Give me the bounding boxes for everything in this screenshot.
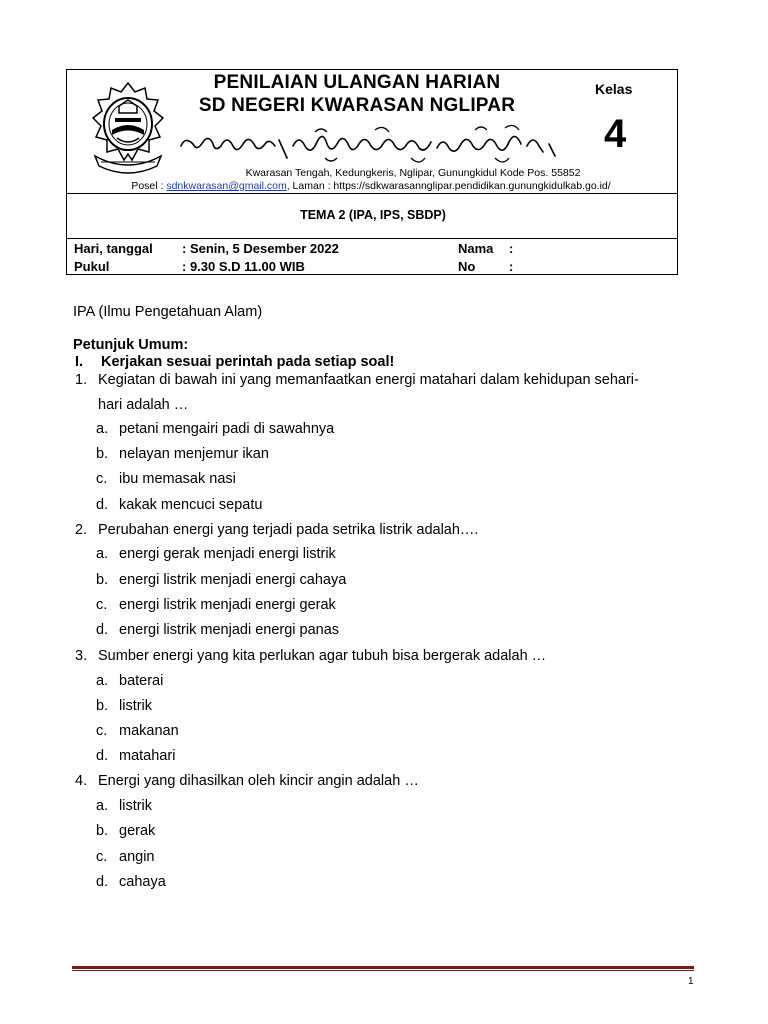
no-field[interactable]: : [509, 259, 514, 274]
option-letter: b. [96, 446, 109, 462]
option-text: gerak [119, 823, 156, 839]
option-3d[interactable] [96, 748, 175, 764]
option-text: energi listrik menjadi energi panas [119, 622, 340, 638]
option-1a[interactable] [96, 421, 334, 437]
instruction-number: I. [75, 354, 84, 370]
question-text: Kegiatan di bawah ini yang memanfaatkan energi matahari dalam kehidupan sehari- [98, 372, 639, 388]
option-4d[interactable] [96, 874, 166, 890]
option-text: listrik [119, 798, 153, 814]
pukul-label: Pukul [74, 259, 110, 274]
option-letter: a. [96, 798, 109, 814]
instruction-text: Kerjakan sesuai perintah pada setiap soal! [101, 354, 395, 370]
option-letter: c. [96, 849, 108, 865]
exam-title: PENILAIAN ULANGAN HARIAN [213, 72, 501, 93]
nama-label: Nama [458, 241, 494, 256]
info-divider [67, 238, 677, 239]
gunungkidul-emblem-icon [87, 80, 169, 176]
option-1c[interactable] [96, 471, 236, 487]
question-text: Perubahan energi yang terjadi pada setrika listrik adalah…. [98, 522, 479, 538]
posel-label: Posel : [131, 180, 167, 192]
kelas-label: Kelas [595, 81, 633, 97]
option-letter: b. [96, 823, 109, 839]
javanese-script-school-name [175, 122, 565, 168]
option-1d[interactable] [96, 497, 262, 513]
option-3c[interactable] [96, 723, 179, 739]
header-divider [67, 193, 677, 194]
option-1b[interactable] [96, 446, 269, 462]
option-letter: c. [96, 471, 108, 487]
tema-title: TEMA 2 (IPA, IPS, SBDP) [300, 208, 446, 222]
no-label: No [458, 259, 476, 274]
option-text: ibu memasak nasi [119, 471, 236, 487]
kelas-number: 4 [604, 112, 627, 156]
hari-value: : Senin, 5 Desember 2022 [182, 241, 339, 256]
hari-label: Hari, tanggal [74, 241, 153, 256]
question-3 [75, 648, 546, 664]
question-text: Energi yang dihasilkan oleh kincir angin adalah … [98, 773, 419, 789]
option-letter: b. [96, 698, 109, 714]
option-text: makanan [119, 723, 179, 739]
option-text: energi gerak menjadi energi listrik [119, 546, 336, 562]
question-number: 2. [75, 522, 88, 538]
question-number: 4. [75, 773, 88, 789]
option-text: matahari [119, 748, 176, 764]
option-text: cahaya [119, 874, 166, 890]
option-2a[interactable] [96, 546, 336, 562]
school-address: Kwarasan Tengah, Kedungkeris, Nglipar, Gunungkidul Kode Pos. 55852 [245, 167, 581, 179]
petunjuk-label: Petunjuk Umum: [73, 337, 189, 353]
option-letter: c. [96, 723, 108, 739]
option-4c[interactable] [96, 849, 154, 865]
instruction [75, 354, 394, 370]
option-text: angin [119, 849, 155, 865]
option-4a[interactable] [96, 798, 152, 814]
option-letter: c. [96, 597, 108, 613]
option-text: baterai [119, 673, 164, 689]
option-4b[interactable] [96, 823, 155, 839]
option-text: kakak mencuci sepatu [119, 497, 263, 513]
option-letter: b. [96, 572, 109, 588]
website-text: , Laman : https://sdkwarasannglipar.pendidikan.gunungkidulkab.go.id/ [286, 180, 611, 192]
nama-field[interactable]: : [509, 241, 514, 256]
option-letter: d. [96, 874, 109, 890]
option-text: listrik [119, 698, 153, 714]
option-3a[interactable] [96, 673, 163, 689]
option-letter: a. [96, 421, 109, 437]
page-number: 1 [688, 976, 694, 987]
question-number: 3. [75, 648, 88, 664]
option-text: petani mengairi padi di sawahnya [119, 421, 335, 437]
option-2b[interactable] [96, 572, 346, 588]
question-4 [75, 773, 419, 789]
option-letter: d. [96, 748, 109, 764]
school-name: SD NEGERI KWARASAN NGLIPAR [198, 95, 516, 116]
email-link[interactable]: sdnkwarasan@gmail.com [166, 180, 287, 192]
option-2d[interactable] [96, 622, 339, 638]
option-letter: a. [96, 546, 109, 562]
option-letter: d. [96, 497, 109, 513]
option-text: nelayan menjemur ikan [119, 446, 269, 462]
option-3b[interactable] [96, 698, 152, 714]
option-text: energi listrik menjadi energi cahaya [119, 572, 347, 588]
option-letter: d. [96, 622, 109, 638]
option-text: energi listrik menjadi energi gerak [119, 597, 336, 613]
question-1 [75, 372, 639, 388]
footer-rule [72, 966, 694, 972]
section-title: IPA (Ilmu Pengetahuan Alam) [73, 304, 263, 320]
option-letter: a. [96, 673, 109, 689]
school-contact [65, 180, 677, 192]
question-2 [75, 522, 478, 538]
exam-header [66, 69, 678, 275]
question-text: Sumber energi yang kita perlukan agar tubuh bisa bergerak adalah … [98, 648, 547, 664]
question-number: 1. [75, 372, 88, 388]
pukul-value: : 9.30 S.D 11.00 WIB [182, 259, 305, 274]
option-2c[interactable] [96, 597, 336, 613]
question-1-continued: hari adalah … [98, 397, 189, 413]
